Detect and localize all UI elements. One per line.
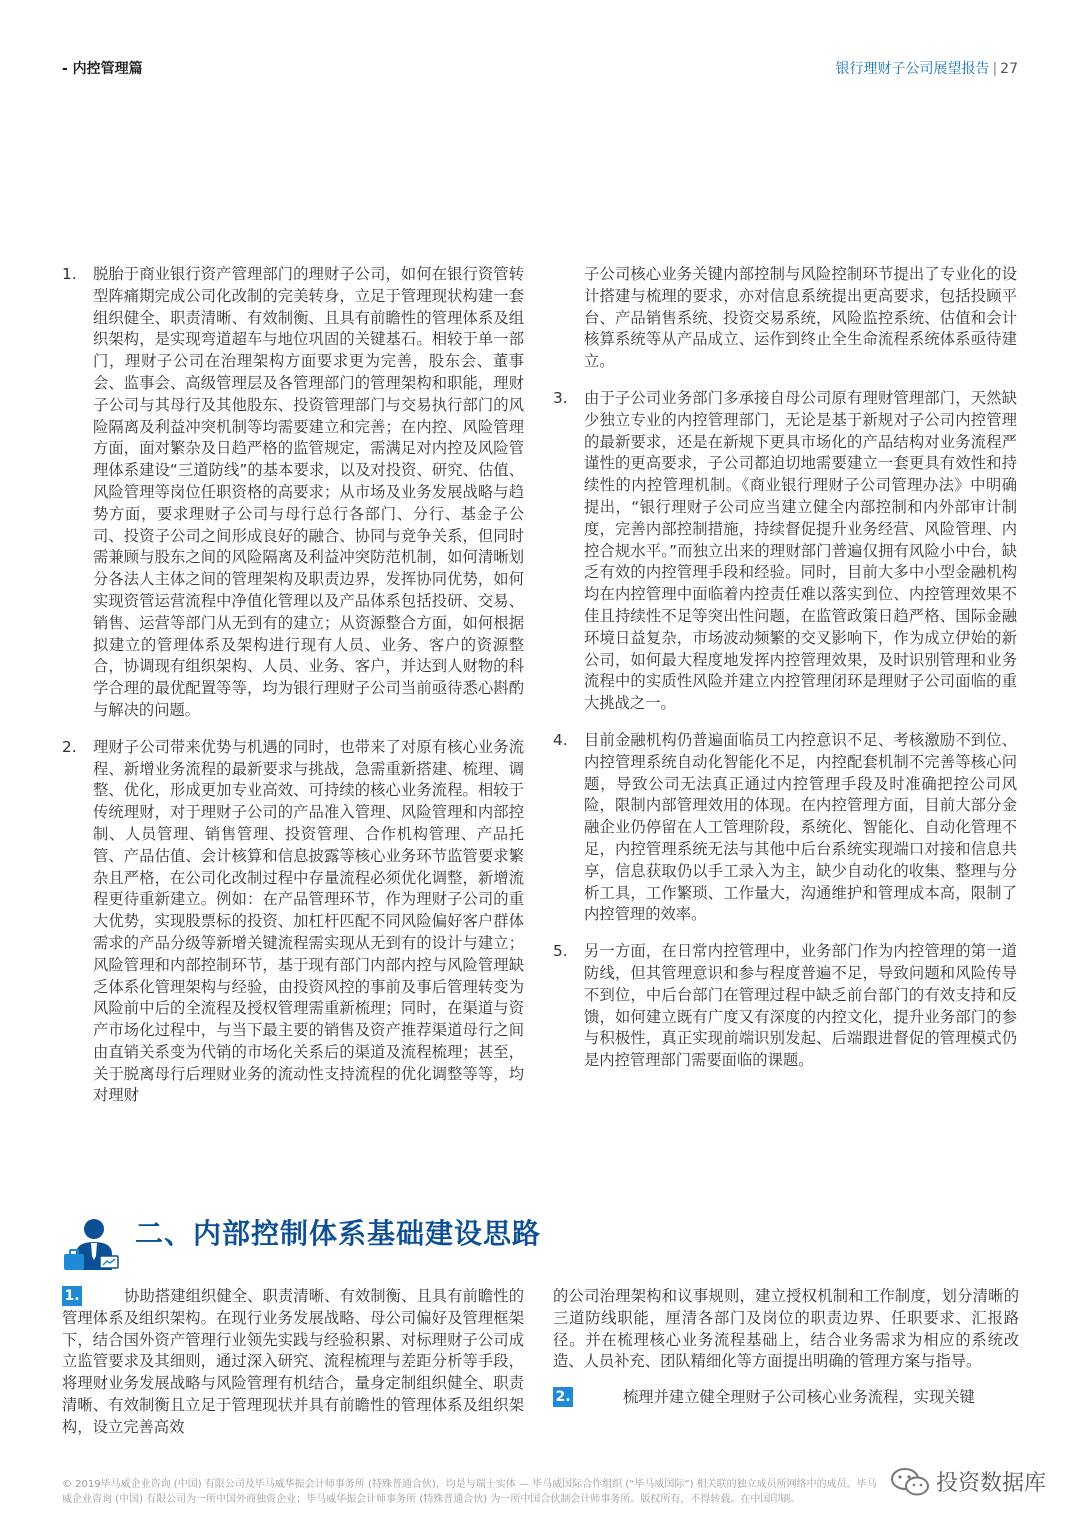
paragraph-text: 协助搭建组织健全、职责清晰、有效制衡、且具有前瞻性的管理体系及组织架构。在现行业务发展战略、母公司偏好及管理框架下，结合国外资产管理行业领先实践与经验积累、对标理财子公司成立监管要求及其细则，通过深入研究、流程梳理与差距分析等手段，将理财业务发展战略与风险管理有机结合，量身定制组织健全、职责清晰、有效制衡且立足于管理现状并具有前瞻性的管理体系及组织架构，设立完善高效 [62,1287,524,1436]
page-number: 27 [1000,61,1018,77]
item-number: 1. [62,265,77,283]
item-number: 2. [62,737,77,756]
list-item [553,388,1017,715]
list-item [553,730,1017,926]
watermark-text: 投资数据库 [935,1471,1046,1496]
paragraph [62,1286,524,1439]
item-text: 理财子公司带来优势与机遇的同时，也带来了对原有核心业务流程、新增业务流程的最新要求与挑战，急需重新搭建、梳理、调整、优化，形成更加专业高效、可持续的核心业务流程。相较于传统理财，对于理财子公司的产品准入管理、风险管理和内部控制、人员管理、销售管理、投资管理、合作机构管理、产品托管、产品估值、会计核算和信息披露等核心业务环节监管要求繁杂且严格，在公司化改制过程中存量流程必须优化调整，新增流程更待重新建立。例如：在产品管理环节，作为理财子公司的重大优势，实现股票标的投资、加杠杆匹配不同风险偏好客户群体需求的产品分级等新增关键流程需实现从无到有的设计与建立；风险管理和内部控制环节，基于现有部门内部内控与风险管理缺乏体系化管理架构与经验，由投资风控的事前及事后管理转变为风险前中后的全流程及授权管理需重新梳理；同时，在渠道与资产市场化过程中，与当下最主要的销售及资产推荐渠道母行之间由直销关系变为代销的市场化关系后的渠道及流程梳理；甚至，关于脱离母行后理财业务的流动性支持流程的优化调整等等，均对理财 [93,737,524,1105]
bottom-left-column [62,1286,524,1439]
copyright-footer: © 2019毕马威企业咨询 (中国) 有限公司及毕马威华振会计师事务所 (特殊普通合伙)，均是与瑞士实体 — 毕马威国际合作组织 (“毕马威国际”) 相关联的独立成员所网络中的成员。毕马威企业咨询 (中国) 有限公司为一所中国外商独资企业；毕马威华振会计师事务所 (特殊普通合伙) 为一所中国合伙制会计师事务所。版权所有，不得转载。在中国印刷。 [62,1479,877,1505]
item-text: 目前金融机构仍普遍面临员工内控意识不足、考核激励不到位、内控管理系统自动化智能化不足，内控配套机制不完善等核心问题，导致公司无法真正通过内控管理手段及时准确把控公司风险，限制内部管理效用的体现。在内控管理方面，目前大部分金融企业仍停留在人工管理阶段，系统化、智能化、自动化管理不足，内控管理系统无法与其他中后台系统实现端口对接和信息共享，信息获取仍以手工录入为主，缺少自动化的收集、整理与分析工具，工作繁琐、工作量大，沟通维护和管理成本高，限制了内控管理的效率。 [584,730,1017,924]
item-number: 3. [553,388,568,407]
section-title: 二、内部控制体系基础建设思路 [135,1217,542,1250]
item-number: 5. [553,942,568,961]
list-item [62,264,524,722]
header-separator: | [992,61,998,77]
report-header [835,58,1018,78]
paragraph-text: 梳理并建立健全理财子公司核心业务流程，实现关键 [623,1388,975,1407]
report-title: 银行理财子公司展望报告 [835,61,990,77]
item-text: 另一方面，在日常内控管理中，业务部门作为内控管理的第一道防线，但其管理意识和参与程度普遍不足，导致问题和风险传导不到位，中后台部门在管理过程中缺乏前台部门的有效支持和反馈，如何建立既有广度又有深度的内控文化，提升业务部门的参与积极性，真正实现前端识别发起、后端跟进督促的管理模式仍是内控管理部门需要面临的课题。 [584,942,1017,1070]
business-person-icon [62,1216,120,1272]
item-text: 由于子公司业务部门多承接自母公司原有理财管理部门，天然缺少独立专业的内控管理部门，无论是基于新规对子公司内控管理的最新要求，还是在新规下更具市场化的产品结构对业务流程严谨性的更高要求，子公司都迫切地需要建立一套更具有效性和持续性的内控管理机制。《商业银行理财子公司管理办法》中明确提出，“银行理财子公司应当建立健全内部控制和内外部审计制度，完善内部控制措施，持续督促提升业务经营、风险管理、内控合规水平。”而独立出来的理财部门普遍仅拥有风险小中台，缺乏有效的内控管理手段和经验。同时，目前大多中小型金融机构均在内控管理中面临着内控责任难以落实到位、内控管理效果不佳且持续性不足等突出性问题，在监管政策日趋严格、国际金融环境日益复杂，市场波动频繁的交叉影响下，作为成立伊始的新公司，如何最大程度地发挥内控管理效果，及时识别管理和业务流程中的实质性风险并建立内控管理闭环是理财子公司面临的重大挑战之一。 [584,388,1017,713]
list-item [553,941,1017,1072]
number-badge: 2. [553,1387,573,1407]
bottom-right-column [553,1286,1019,1409]
item-continuation: 子公司核心业务关键内部控制与风险控制环节提出了专业化的设计搭建与梳理的要求，亦对信息系统提出更高要求，包括投顾平台、产品销售系统、投资交易系统，风险监控系统、估值和会计核算系统等从产品成立、运作到终止全生命流程系统体系亟待建立。 [584,265,1017,371]
section-heading [62,1214,1022,1274]
paragraph-continuation: 的公司治理架构和议事规则，建立授权机制和工作制度，划分清晰的三道防线职能，厘清各部门及岗位的职责边界、任职要求、汇报路径。并在梳理核心业务流程基础上，结合业务需求为相应的系统改造、人员补充、团队精细化等方面提出明确的管理方案与指导。 [553,1287,1019,1371]
watermark [890,1466,1046,1497]
right-column [553,264,1017,1087]
section-label: - 内控管理篇 [62,61,143,77]
wechat-icon [890,1467,930,1497]
paragraph [553,1387,1019,1409]
list-item [62,737,524,1108]
number-badge: 1. [62,1286,82,1306]
left-column [62,264,524,1122]
item-text: 脱胎于商业银行资产管理部门的理财子公司，如何在银行资管转型阵痛期完成公司化改制的完美转身，立足于管理现状构建一套组织健全、职责清晰、有效制衡、且具有前瞻性的管理体系及组织架构，是实现弯道超车与地位巩固的关键基石。相较于单一部门，理财子公司在治理架构方面要求更为完善，股东会、董事会、监事会、高级管理层及各管理部门的管理架构和职能，理财子公司与其母行及其他股东、投资管理部门与交易执行部门的风险隔离及利益冲突机制等均需要建立和完善；在内控、风险管理方面，面对繁杂及日趋严格的监管规定，需满足对内控及风险管理体系建设“三道防线”的基本要求，以及对投资、研究、估值、风险管理等岗位任职资格的高要求；从市场及业务发展战略与趋势方面，要求理财子公司与母行总行各部门、分行、基金子公司、投资子公司之间形成良好的融合、协同与竞争关系，但同时需兼顾与股东之间的风险隔离及利益冲突防范机制，如何清晰划分各法人主体之间的管理架构及职责边界，发挥协同优势，如何实现资管运营流程中净值化管理以及产品体系包括投研、交易、销售、运营等部门从无到有的建立；从资源整合方面，如何根据拟建立的管理体系及架构进行现有人员、业务、客户的资源整合，协调现有组织架构、人员、业务、客户，并达到人财物的科学合理的最优配置等等，均为银行理财子公司当前亟待悉心斟酌与解决的问题。 [93,265,524,719]
item-number: 4. [553,730,568,749]
